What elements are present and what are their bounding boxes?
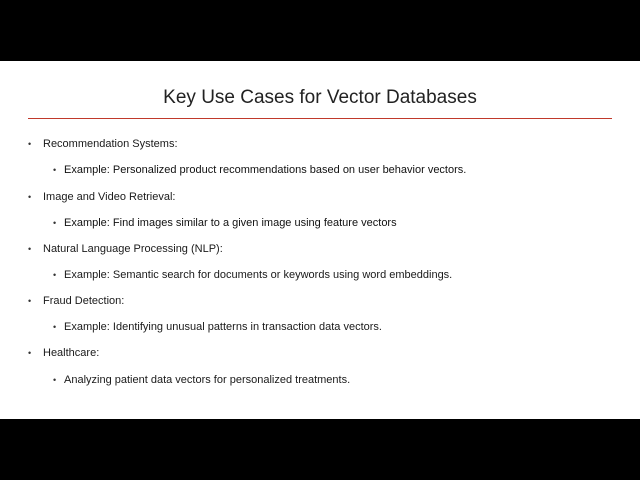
sub-item-fraud-detection — [53, 320, 382, 334]
list-item-label: Image and Video Retrieval: — [43, 191, 176, 203]
list-item-label: Healthcare: — [43, 347, 100, 359]
bullet-icon: • — [28, 192, 32, 202]
bullet-icon: • — [53, 218, 57, 228]
sub-item-text: Example: Semantic search for documents or keywords using word embeddings. — [64, 269, 453, 281]
sub-item-recommendation — [53, 163, 467, 177]
bullet-icon: • — [53, 270, 57, 280]
bullet-icon: • — [53, 322, 57, 332]
sub-item-text: Example: Find images similar to a given image using feature vectors — [64, 217, 397, 229]
list-item-nlp — [28, 242, 223, 256]
bullet-icon: • — [28, 244, 32, 254]
bullet-icon: • — [28, 296, 32, 306]
slide-title: Key Use Cases for Vector Databases — [163, 87, 477, 108]
list-item-label: Natural Language Processing (NLP): — [43, 243, 223, 255]
sub-item-text: Example: Personalized product recommendations based on user behavior vectors. — [64, 164, 467, 176]
list-item-image-retrieval — [28, 190, 176, 204]
letterbox-top — [0, 0, 640, 61]
bullet-icon: • — [28, 139, 32, 149]
list-item-fraud-detection — [28, 294, 125, 308]
list-item-healthcare — [28, 346, 100, 360]
presentation-slide — [0, 61, 640, 419]
sub-item-healthcare — [53, 373, 351, 387]
title-underline — [28, 118, 612, 119]
letterbox-bottom — [0, 419, 640, 480]
bullet-icon: • — [28, 348, 32, 358]
sub-item-nlp — [53, 268, 453, 282]
list-item-label: Recommendation Systems: — [43, 138, 178, 150]
list-item-recommendation — [28, 137, 178, 151]
bullet-icon: • — [53, 165, 57, 175]
bullet-icon: • — [53, 375, 57, 385]
sub-item-text: Analyzing patient data vectors for personalized treatments. — [64, 374, 351, 386]
sub-item-image-retrieval — [53, 216, 397, 230]
list-item-label: Fraud Detection: — [43, 295, 125, 307]
sub-item-text: Example: Identifying unusual patterns in transaction data vectors. — [64, 321, 382, 333]
